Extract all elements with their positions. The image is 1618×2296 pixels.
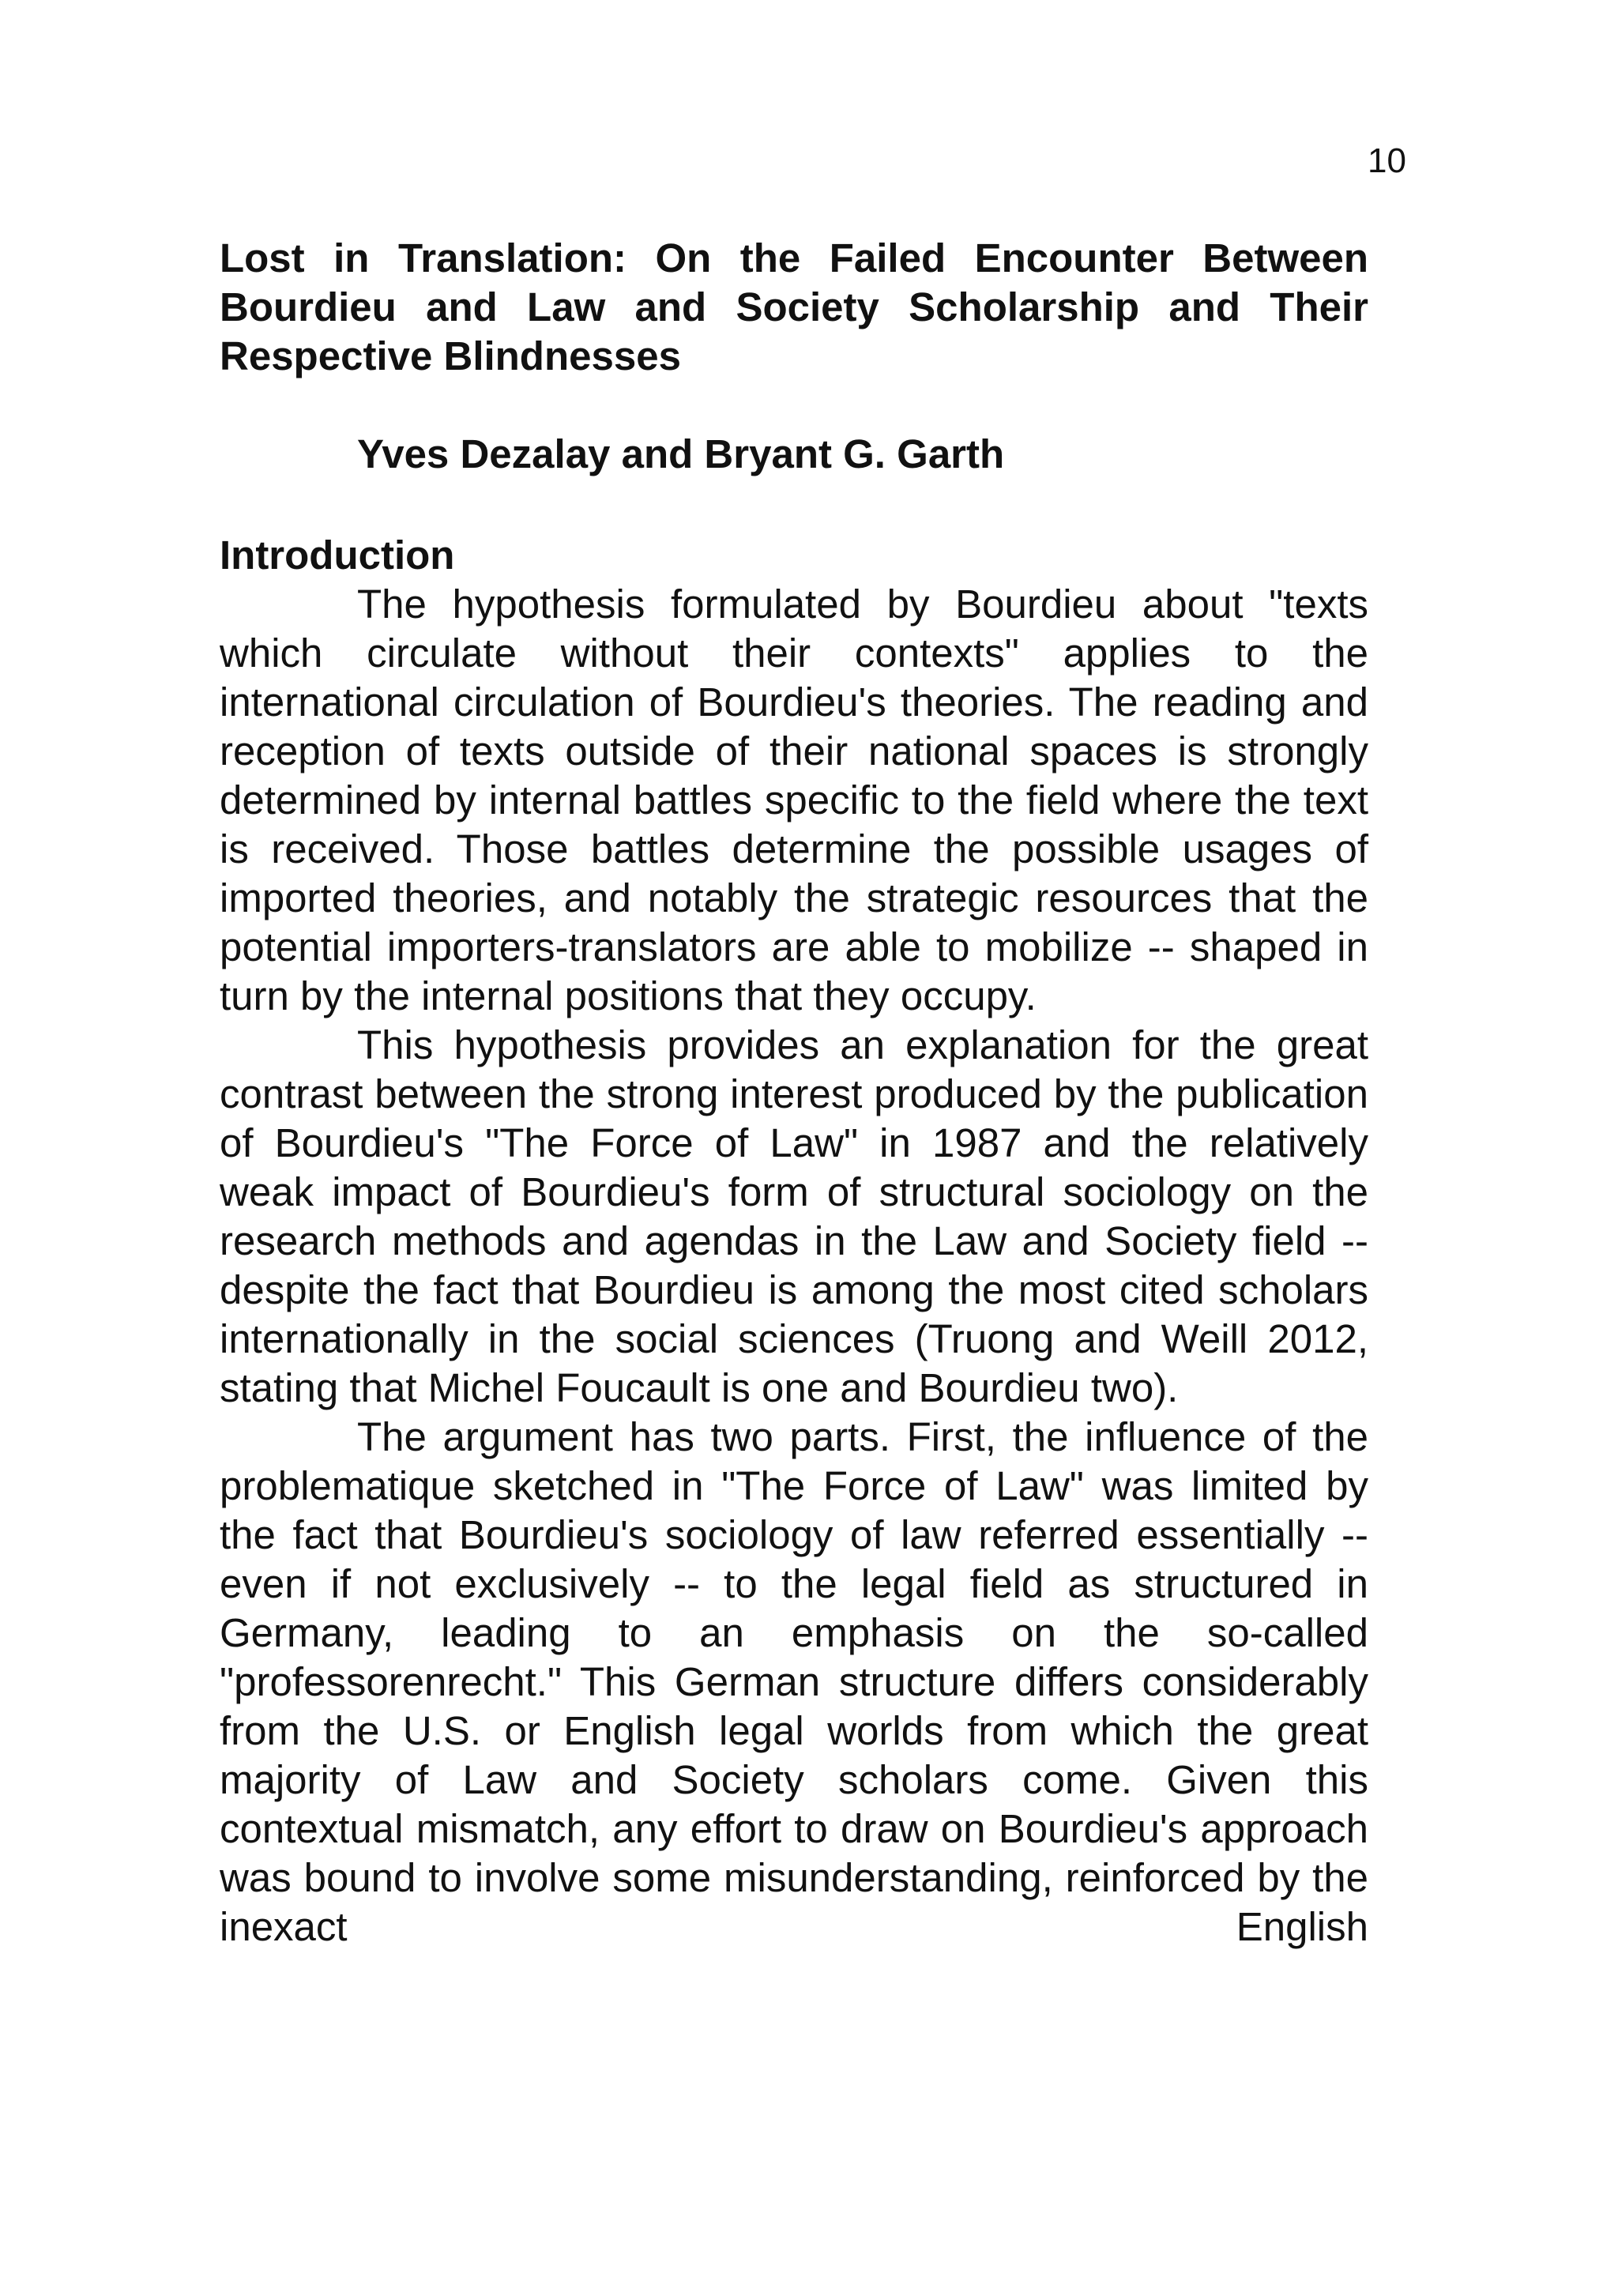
paragraph: This hypothesis provides an explanation for the great contrast between the strong interest produced by the publication of Bourdieu's "The Force of Law" in 1987 and the relatively weak impact of Bourdieu's form of structural sociology on the research methods and agendas in the Law and Society field -- despite the fact that Bourdieu is among the most cited scholars internationally in the social sciences (Truong and Weill 2012, stating that Michel Foucault is one and Bourdieu two). (220, 1022, 1368, 1410)
paragraph: The hypothesis formulated by Bourdieu about "texts which circulate without their contexts" applies to the international circulation of Bourdieu's theories. The reading and reception of texts outside of their national spaces is strongly determined by internal battles specific to the field where the text is received. Those battles determine the possible usages of imported theories, and notably the strategic resources that the potential importers-translators are able to mobilize -- shaped in turn by the internal positions that they occupy. (220, 582, 1368, 1018)
page-number: 10 (1368, 141, 1406, 180)
article-title: Lost in Translation: On the Failed Encounter Between Bourdieu and Law and Society Scholarship and Their Respective Blindnesses (220, 235, 1368, 378)
article-authors: Yves Dezalay and Bryant G. Garth (357, 431, 1005, 476)
article-body (220, 234, 1368, 1952)
section-heading: Introduction (220, 533, 455, 578)
paragraph: The argument has two parts. First, the influence of the problematique sketched in "The Force of Law" was limited by the fact that Bourdieu's sociology of law referred essentially -- even if not exclusively -- to the legal field as structured in Germany, leading to an emphasis on the so-called "professorenrecht." This German structure differs considerably from the U.S. or English legal worlds from which the great majority of Law and Society scholars come. Given this contextual mismatch, any effort to draw on Bourdieu's approach was bound to involve some misunderstanding, reinforced by the inexact English (220, 1414, 1368, 1949)
